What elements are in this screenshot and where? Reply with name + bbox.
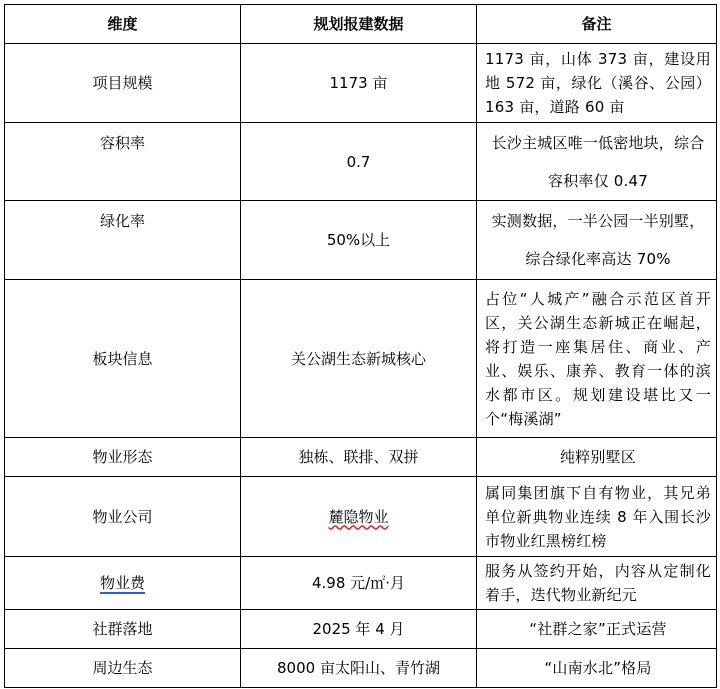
row-dimension: 项目规模	[5, 44, 241, 123]
row-dimension: 绿化率	[5, 201, 241, 280]
row-value: 0.7	[241, 123, 477, 201]
row-dimension: 社群落地	[5, 610, 241, 649]
header-planning-data: 规划报建数据	[241, 5, 477, 44]
row-remark: 纯粹别墅区	[477, 438, 717, 477]
row-value: 关公湖生态新城核心	[241, 280, 477, 438]
table-row	[5, 44, 717, 123]
table-row	[5, 557, 717, 610]
table-row	[5, 610, 717, 649]
table-header-row	[5, 5, 717, 44]
row-remark: 实测数据，一半公园一半别墅，综合绿化率高达 70%	[477, 201, 717, 280]
row-remark: 属同集团旗下自有物业，其兄弟单位新典物业连续 8 年入围长沙市物业红黑榜红榜	[477, 477, 717, 557]
row-dimension: 物业公司	[5, 477, 241, 557]
table-row	[5, 201, 717, 280]
table-row	[5, 649, 717, 688]
header-dimension: 维度	[5, 5, 241, 44]
grammar-flagged-text[interactable]: 物业费	[99, 574, 145, 592]
row-value: 8000 亩太阳山、青竹湖	[241, 649, 477, 688]
row-value: 4.98 元/㎡·月	[241, 557, 477, 610]
row-value: 1173 亩	[241, 44, 477, 123]
row-remark: 服务从签约开始，内容从定制化着手，迭代物业新纪元	[477, 557, 717, 610]
row-dimension: 容积率	[5, 123, 241, 201]
row-dimension: 板块信息	[5, 280, 241, 438]
row-remark: 占位“人城产”融合示范区首开区，关公湖生态新城正在崛起，将打造一座集居住、商业、产业、娱乐、康养、教育一体的滨水都市区。规划建设堪比又一个“梅溪湖”	[477, 280, 717, 438]
row-dimension	[5, 557, 241, 610]
row-value: 独栋、联排、双拼	[241, 438, 477, 477]
table-row	[5, 280, 717, 438]
row-remark: “社群之家”正式运营	[477, 610, 717, 649]
row-dimension: 周边生态	[5, 649, 241, 688]
row-value: 50%以上	[241, 201, 477, 280]
header-remarks: 备注	[477, 5, 717, 44]
table-row	[5, 123, 717, 201]
row-value	[241, 477, 477, 557]
row-remark: 1173 亩，山体 373 亩，建设用地 572 亩，绿化（溪谷、公园）163 亩，道路 60 亩	[477, 44, 717, 123]
row-dimension: 物业形态	[5, 438, 241, 477]
row-remark: 长沙主城区唯一低密地块，综合容积率仅 0.47	[477, 123, 717, 201]
planning-data-table	[4, 4, 717, 688]
row-value: 2025 年 4 月	[241, 610, 477, 649]
table-row	[5, 477, 717, 557]
row-remark: “山南水北”格局	[477, 649, 717, 688]
table-row	[5, 438, 717, 477]
spellcheck-flagged-text[interactable]: 麓隐物业	[328, 507, 389, 526]
